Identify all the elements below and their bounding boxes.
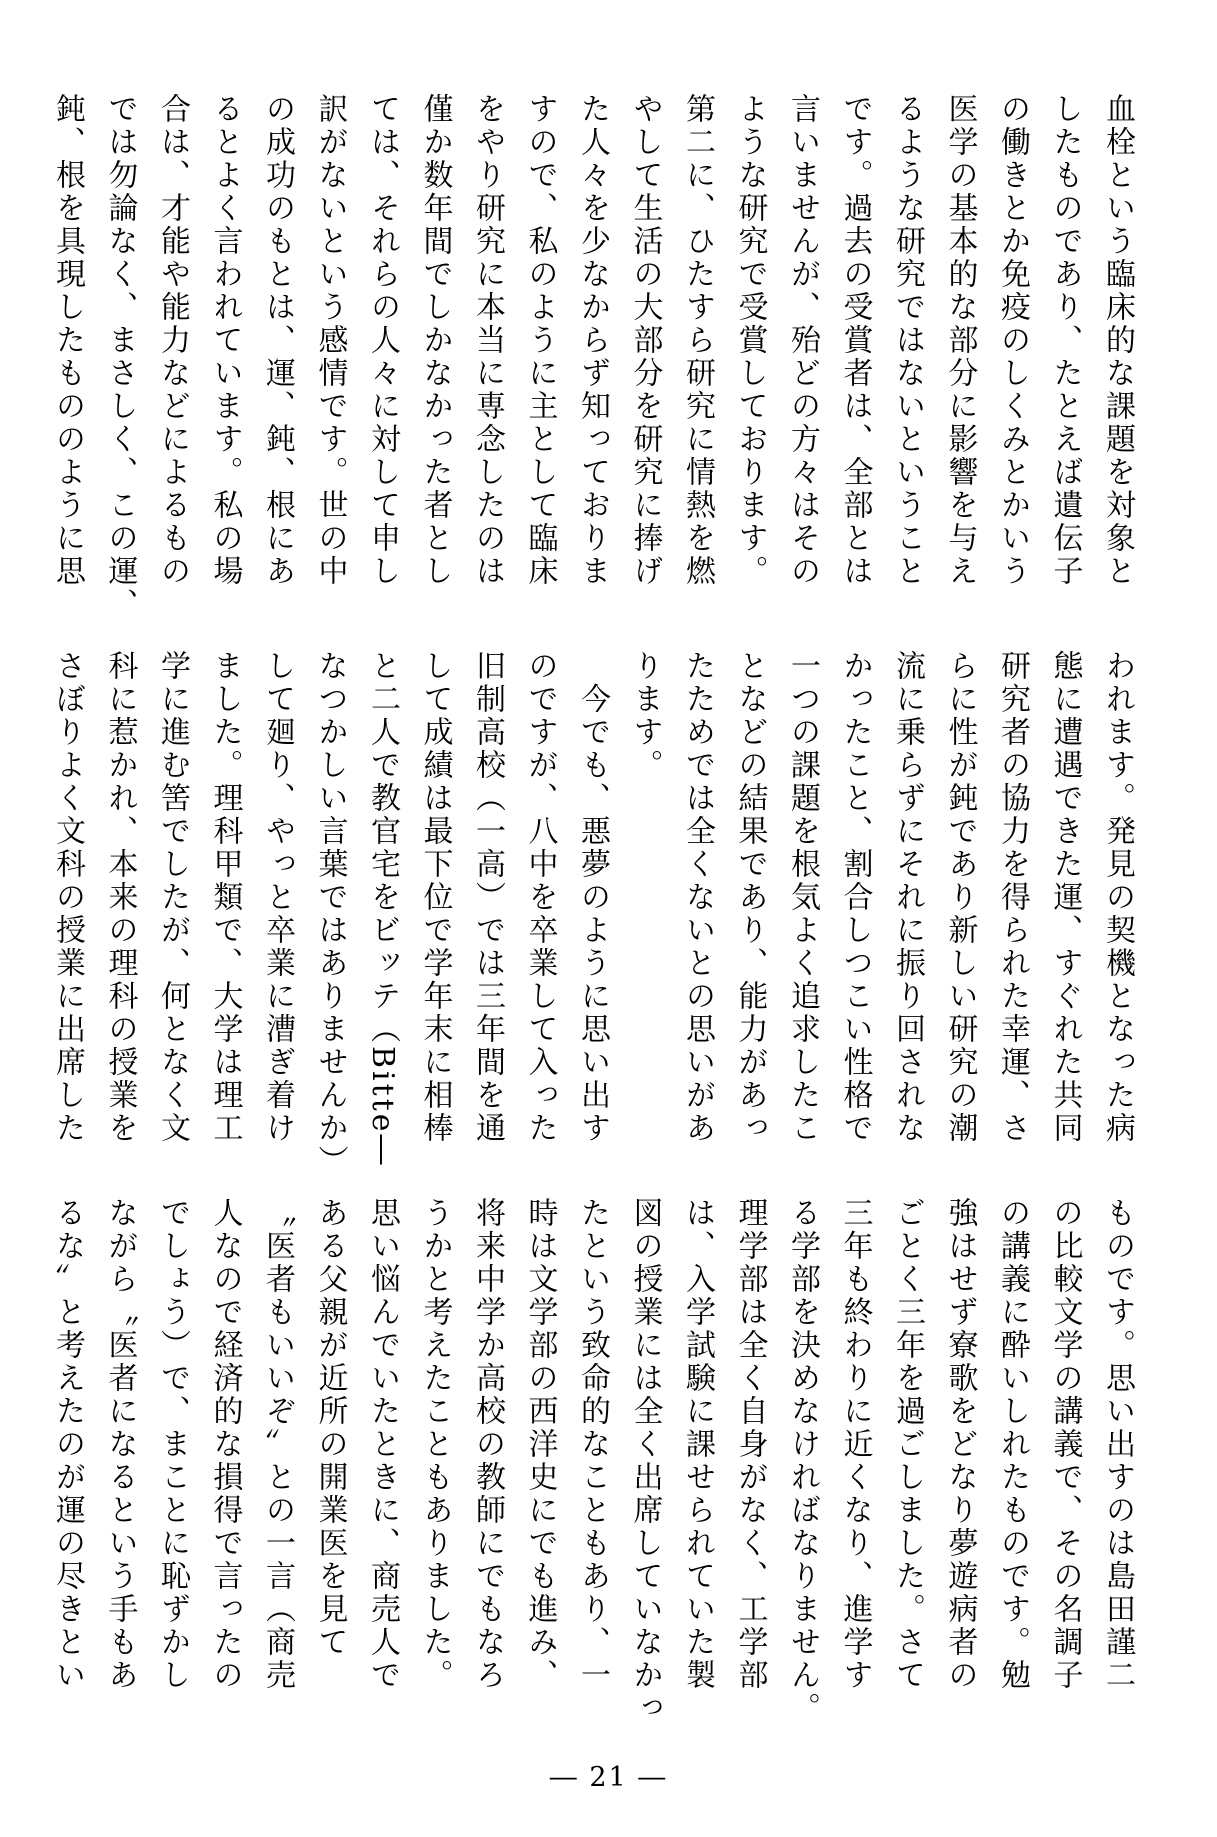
text-column: るような研究ではないということ [890,93,925,588]
text-column: たためでは全くないとの思いがあ [680,650,715,1145]
text-column: となどの結果であり、能力があっ [732,650,768,1145]
text-column: るな〟と考えたのが運の尽きとい [50,1197,85,1692]
text-column: る学部を決めなければなりません。 [785,1197,820,1725]
text-column: ります。 [627,650,663,782]
text-column: の比較文学の講義で、その名調子 [1047,1197,1083,1692]
text-column: 理学部は全く自身がなく、工学部 [732,1197,768,1692]
text-column: ては、それらの人々に対して申し [365,93,400,588]
text-column: して廻り、やっと卒業に漕ぎ着け [260,650,295,1145]
text-column: かったこと、割合しつこい性格で [837,650,873,1145]
text-column: ある父親が近所の開業医を見て [312,1197,348,1659]
text-column: 学に進む筈でしたが、何となく文 [155,650,190,1145]
text-column: 強はせず寮歌をどなり夢遊病者の [942,1197,978,1692]
text-column: をやり研究に本当に専念したのは [470,93,505,588]
text-column: 訳がないという感情です。世の中 [312,93,348,588]
text-column: の講義に酔いしれたものです。勉 [995,1197,1030,1692]
text-column: さぼりよく文科の授業に出席した [50,650,85,1145]
text-column: 医学の基本的な部分に影響を与え [942,93,978,588]
text-column: 人なので経済的な損得で言ったの [207,1197,243,1692]
text-column: して成績は最下位で学年末に相棒 [417,650,453,1145]
text-column: 血栓という臨床的な課題を対象と [1100,93,1135,588]
text-column: のですが、八中を卒業して入った [522,650,558,1145]
text-column: 旧制高校（一高）では三年間を通 [470,650,505,1145]
text-column: 時は文学部の西洋史にでも進み、 [522,1197,558,1692]
text-block-middle [41,650,1144,1178]
text-block-top [41,93,1144,621]
text-column: 合は、才能や能力などによるもの [155,93,190,588]
text-column: 一つの課題を根気よく追求したこ [785,650,820,1145]
text-column: 図の授業には全く出席していなかっ [627,1197,663,1725]
text-column: ながら〝医者になるという手もあ [102,1197,138,1692]
text-column: 言いませんが、殆どの方々はその [785,93,820,588]
text-column: やして生活の大部分を研究に捧げ [627,93,663,588]
text-column: われます。発見の契機となった病 [1100,650,1135,1145]
text-column: なつかしい言葉ではありませんか） [312,650,348,1178]
text-column: 〝医者もいいぞ〟との一言（商売 [260,1197,295,1692]
text-column: たという致命的なこともあり、一 [575,1197,610,1692]
text-column: すので、私のように主として臨床 [522,93,558,588]
text-column: るとよく言われています。私の場 [207,93,243,588]
text-column: の働きとか免疫のしくみとかいう [995,93,1030,588]
text-column: 鈍、根を具現したもののように思 [50,93,85,588]
text-column: したものであり、たとえば遺伝子 [1047,93,1083,588]
text-column: た人々を少なからず知っておりま [575,93,610,588]
text-column: ものです。思い出すのは島田謹二 [1100,1197,1135,1692]
text-column: です。過去の受賞者は、全部とは [837,93,873,588]
text-column: 科に惹かれ、本来の理科の授業を [102,650,138,1145]
text-column: 将来中学か高校の教師にでもなろ [470,1197,505,1692]
text-column: 思い悩んでいたときに、商売人で [365,1197,400,1692]
text-column: うかと考えたこともありました。 [417,1197,453,1692]
text-column: では勿論なく、まさしく、この運、 [102,93,138,621]
text-column: 今でも、悪夢のように思い出す [575,650,610,1145]
text-column: は、入学試験に課せられていた製 [680,1197,715,1692]
text-column: でしょう）で、まことに恥ずかし [155,1197,190,1692]
text-block-bottom [41,1197,1144,1725]
text-column: らに性が鈍であり新しい研究の潮 [942,650,978,1145]
text-column: 研究者の協力を得られた幸運、さ [995,650,1030,1145]
text-column: 三年も終わりに近くなり、進学す [837,1197,873,1692]
text-column: 第二に、ひたすら研究に情熱を燃 [680,93,715,588]
text-column: ような研究で受賞しております。 [732,93,768,588]
text-column: 流に乗らずにそれに振り回されな [890,650,925,1145]
text-column: 態に遭遇できた運、すぐれた共同 [1047,650,1083,1145]
text-column: と二人で教官宅をビッテ（Bitte― [365,650,400,1168]
text-column: の成功のもとは、運、鈍、根にあ [260,93,295,588]
text-column: ました。理科甲類で、大学は理工 [207,650,243,1145]
page-number: ― 21 ― [549,1762,668,1793]
text-column: 僅か数年間でしかなかった者とし [417,93,453,588]
text-column: ごとく三年を過ごしました。さて [890,1197,925,1692]
